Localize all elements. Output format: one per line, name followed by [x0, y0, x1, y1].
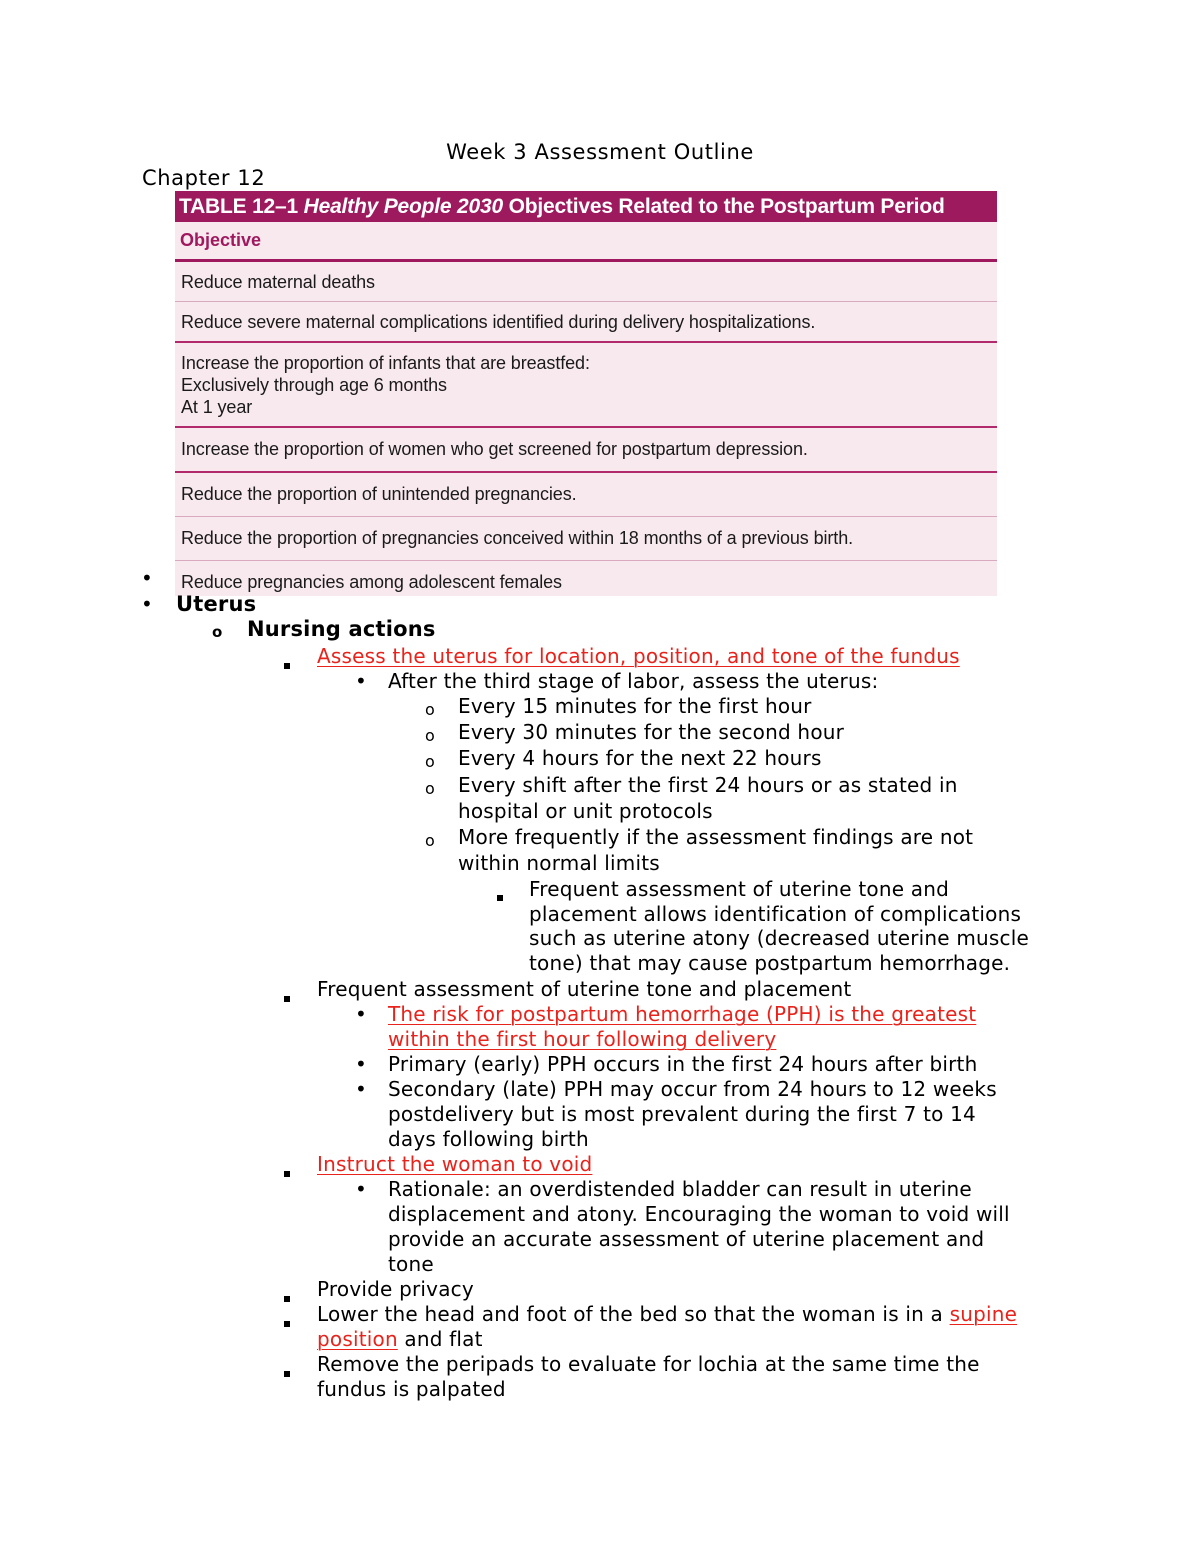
square-bullet-icon — [284, 1312, 290, 1331]
table-row: Reduce severe maternal complications identified during delivery hospitalizations. — [175, 302, 997, 343]
list-item: Every shift after the first 24 hours or as stated in — [458, 773, 958, 797]
table-row: Reduce the proportion of unintended pregnancies. — [175, 473, 997, 517]
circle-bullet-icon: o — [425, 700, 435, 719]
bullet-icon: • — [355, 669, 367, 693]
list-item-continuation: such as uterine atony (decreased uterine muscle — [529, 926, 1029, 950]
bullet-icon: • — [355, 1052, 367, 1076]
list-item: The risk for postpartum hemorrhage (PPH) is the greatest — [388, 1002, 977, 1026]
list-item-continuation: position and flat — [317, 1327, 483, 1351]
list-item-continuation: days following birth — [388, 1127, 589, 1151]
circle-bullet-icon: o — [425, 752, 435, 771]
list-item: Rationale: an overdistended bladder can result in uterine — [388, 1177, 972, 1201]
table-row: Increase the proportion of infants that are breastfed: Exclusively through age 6 months At 1 year — [175, 343, 997, 428]
circle-bullet-icon: o — [425, 831, 435, 850]
bullet-icon: • — [141, 566, 153, 590]
nursing-actions-heading: Nursing actions — [247, 617, 436, 641]
list-item: Instruct the woman to void — [317, 1152, 593, 1176]
bullet-icon: • — [355, 1002, 367, 1026]
circle-bullet-icon: o — [212, 623, 223, 641]
list-item: Primary (early) PPH occurs in the first 24 hours after birth — [388, 1052, 978, 1076]
list-item-continuation: placement allows identification of complications — [529, 902, 1022, 926]
chapter-heading: Chapter 12 — [142, 166, 266, 190]
page-title: Week 3 Assessment Outline — [446, 140, 754, 164]
table-row: Reduce maternal deaths — [175, 262, 997, 302]
list-item: Lower the head and foot of the bed so that the woman is in a supine — [317, 1302, 1018, 1326]
list-item-continuation: postdelivery but is most prevalent during the first 7 to 14 — [388, 1102, 976, 1126]
square-bullet-icon — [284, 1162, 290, 1181]
list-item-continuation: hospital or unit protocols — [458, 799, 713, 823]
table-row: Reduce pregnancies among adolescent females — [175, 561, 997, 596]
list-item-continuation: fundus is palpated — [317, 1377, 506, 1401]
circle-bullet-icon: o — [425, 726, 435, 745]
circle-bullet-icon: o — [425, 779, 435, 798]
list-item: Provide privacy — [317, 1277, 474, 1301]
supine-link: supine — [949, 1302, 1018, 1326]
list-item: After the third stage of labor, assess the uterus: — [388, 669, 879, 693]
list-item-continuation: within the first hour following delivery — [388, 1027, 777, 1051]
section-uterus: Uterus — [176, 592, 257, 616]
list-item: Every 4 hours for the next 22 hours — [458, 746, 822, 770]
list-item: Frequent assessment of uterine tone and — [529, 877, 950, 901]
list-item: More frequently if the assessment findings are not — [458, 825, 974, 849]
square-bullet-icon — [284, 654, 290, 673]
list-item-continuation: tone) that may cause postpartum hemorrhage. — [529, 951, 1011, 975]
square-bullet-icon — [284, 1287, 290, 1306]
list-item: Every 15 minutes for the first hour — [458, 694, 812, 718]
list-item-continuation: provide an accurate assessment of uterine placement and — [388, 1227, 985, 1251]
list-item: Remove the peripads to evaluate for lochia at the same time the — [317, 1352, 980, 1376]
table-row: Increase the proportion of women who get screened for postpartum depression. — [175, 428, 997, 473]
square-bullet-icon — [497, 886, 503, 905]
list-item: Assess the uterus for location, position, and tone of the fundus — [317, 644, 960, 668]
list-item: Every 30 minutes for the second hour — [458, 720, 845, 744]
list-item-continuation: tone — [388, 1252, 434, 1276]
table-column-header: Objective — [175, 222, 997, 262]
list-item-continuation: within normal limits — [458, 851, 660, 875]
objectives-table — [175, 191, 997, 596]
bullet-icon: • — [355, 1177, 367, 1201]
position-link: position — [317, 1327, 398, 1351]
list-item: Secondary (late) PPH may occur from 24 hours to 12 weeks — [388, 1077, 997, 1101]
bullet-icon: • — [355, 1077, 367, 1101]
table-row: Reduce the proportion of pregnancies conceived within 18 months of a previous birth. — [175, 517, 997, 561]
list-item-continuation: displacement and atony. Encouraging the woman to void will — [388, 1202, 1010, 1226]
list-item: Frequent assessment of uterine tone and placement — [317, 977, 852, 1001]
table-heading: TABLE 12–1 Healthy People 2030 Objectives Related to the Postpartum Period — [175, 191, 997, 222]
square-bullet-icon — [284, 1362, 290, 1381]
bullet-icon: • — [141, 592, 153, 616]
square-bullet-icon — [284, 987, 290, 1006]
